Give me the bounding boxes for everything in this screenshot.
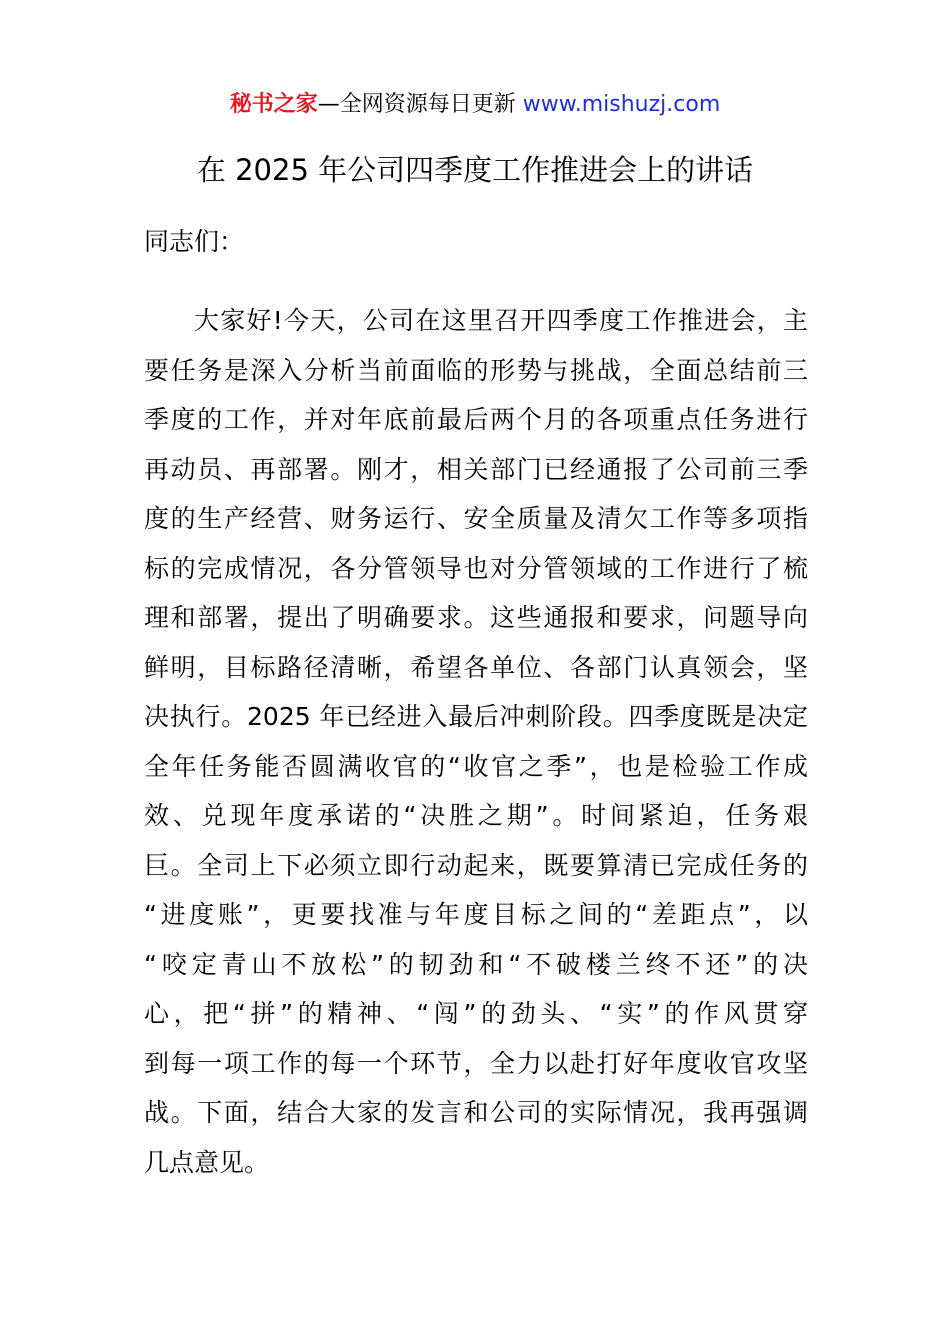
paragraph-line: 决执行。2025 年已经进入最后冲刺阶段。四季度既是决定 xyxy=(144,702,808,731)
paragraph-line: 度的生产经营、财务运行、安全质量及清欠工作等多项指 xyxy=(144,504,808,533)
paragraph-line: 巨。全司上下必须立即行动起来，既要算清已完成任务的 xyxy=(144,850,808,880)
site-tagline: —全网资源每日更新 xyxy=(317,92,516,117)
paragraph-line: 季度的工作，并对年底前最后两个月的各项重点任务进行 xyxy=(144,405,808,434)
paragraph-line: 战。下面，结合大家的发言和公司的实际情况，我再强调 xyxy=(144,1098,808,1127)
salutation: 同志们： xyxy=(144,227,245,256)
paragraph-line: 心，把“拼”的精神、“闯”的劲头、“实”的作风贯穿 xyxy=(144,999,808,1028)
paragraph-line: “进度账”，更要找准与年度目标之间的“差距点”，以 xyxy=(144,900,808,929)
paragraph-line: 几点意见。 xyxy=(144,1147,270,1177)
site-brand: 秘书之家 xyxy=(229,92,318,117)
paragraph-line: 全年任务能否圆满收官的“收官之季”，也是检验工作成 xyxy=(144,751,808,781)
paragraph-line: 大家好!今天，公司在这里召开四季度工作推进会，主 xyxy=(194,306,808,335)
paragraph-line: 理和部署，提出了明确要求。这些通报和要求，问题导向 xyxy=(144,603,808,632)
paragraph-line: “咬定青山不放松”的韧劲和“不破楼兰终不还”的决 xyxy=(144,949,808,979)
paragraph-line: 效、兑现年度承诺的“决胜之期”。时间紧迫，任务艰 xyxy=(144,801,808,830)
paragraph-line: 鲜明，目标路径清晰，希望各单位、各部门认真领会，坚 xyxy=(144,652,808,682)
speech-paragraph xyxy=(144,296,808,1187)
paragraph-line: 到每一项工作的每一个环节，全力以赴打好年度收官攻坚 xyxy=(144,1048,808,1078)
site-header xyxy=(0,88,950,122)
site-url-link[interactable]: www.mishuzj.com xyxy=(522,92,721,117)
paragraph-line: 再动员、再部署。刚才，相关部门已经通报了公司前三季 xyxy=(144,454,808,484)
paragraph-line: 标的完成情况，各分管领导也对分管领域的工作进行了梳 xyxy=(144,553,808,583)
document-title: 在 2025 年公司四季度工作推进会上的讲话 xyxy=(196,153,754,187)
paragraph-line: 要任务是深入分析当前面临的形势与挑战，全面总结前三 xyxy=(144,355,808,385)
